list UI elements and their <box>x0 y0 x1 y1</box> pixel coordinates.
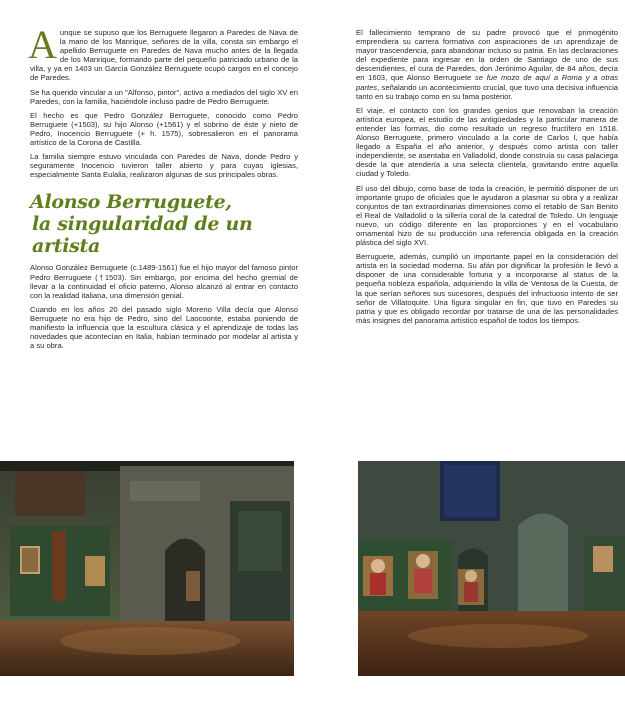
paragraph-alonso-bio: Alonso González Berruguete (c.1489-1561) fue el hijo mayor del famoso pintor Pedro Berruguete (†1503). Sin embargo, por encima del hecho gremial de llevar a la continuidad el oficio paterno, Alonso alcanzó al entrar en contacto con la realidad italiana, una dimensión genial. <box>30 263 298 300</box>
photo-museum-hall-left <box>0 461 294 676</box>
paragraph-social-role: Berruguete, además, cumplió un importante papel en la consideración del artista en la sociedad moderna. Su afán por dignificar la profesión le llevó a disponer de una considerable fortuna y a incorporarse al status de la pequeña nobleza española, adquiriendo la villa de Ventosa de la Cuesta, de la que serían señores sus sucesores, después del infructuoso intento de ser señor de Villatoquite. Una figura singular en fin, que tuvo en Paredes su patria y que es obligado recordar por tratarse de una de las personalidades más insignes del panorama artístico español de todos los tiempos. <box>356 252 618 325</box>
section-title-line-1: Alonso Berruguete, <box>30 191 232 214</box>
museum-hall-illustration-left <box>0 461 294 676</box>
paragraph-early-career-a: El fallecimiento temprano de su padre provocó que el primogénito emprendiera su carrera formativa con aspiraciones de un aprendizaje de mayor trascendencia, para abandonar incluso su patria. En las declaraciones del expediente para ingresar en la orden de Santiago de uno de sus descendientes, el cura de Paredes, don Jerónimo Aguilar, de 84 años, decía en 1603, que Alonso Berruguete <box>356 28 618 83</box>
museum-photos <box>0 461 625 676</box>
section-title-line-2: la singularidad de un artista <box>32 213 253 258</box>
right-column <box>356 28 618 330</box>
paragraph-journey: El viaje, el contacto con los grandes genios que renovaban la creación artística europea, el estudio de las antigüedades y la particular manera de entender las formas, dio como resultado un regreso fructífero en 1518. Alonso Berruguete, primero vinculado a la corte de Carlos I, que había llegado a España el año anterior, y después como artista con taller independiente, se asentaba en Valladolid, donde construía su casa palaciega desde la que atendería a una selecta clientela, gravitando entre aquella ciudad y Toledo. <box>356 105 618 179</box>
paragraph-alfonso: Se ha querido vincular a un "Alfonso, pintor", activo a mediados del siglo XV en Paredes, con la familia, haciéndole incluso padre de Pedro Berruguete. <box>30 87 298 106</box>
left-column <box>28 22 298 355</box>
paragraph-early-career <box>356 28 618 101</box>
paragraph-moreno-villa: Cuando en los años 20 del pasado siglo Moreno Villa decía que Alonso Berruguete no era hijo de Pedro, sino del Laocoonte, estaba poniendo de manifiesto la influencia que la escultura clásica y el aprendizaje de todas las novedades que acontecían en Italia, habían terminado por modelar al artista y a su obra. <box>30 304 298 351</box>
paragraph-intro: unque se supuso que los Berruguete llegaron a Paredes de Nava de la mano de los Manrique, señores de la villa, consta sin embargo el apellido Berruguete en Paredes de Nava mucho antes de la llegada de los Manrique, formando parte del pequeño patriciado urbano de la villa, y ya en 1403 un García González Berruguete ocupó cargos en el concejo de Paredes. <box>30 28 298 83</box>
paragraph-early-career-b: , señalando un acontecimiento crucial, que tuvo una decisiva influencia tanto en su trabajo como en su fama posterior. <box>356 82 618 101</box>
paragraph-paredes: La familia siempre estuvo vinculada con Paredes de Nava, donde Pedro y seguramente Inocencio tuvieron taller abierto y para cuyas iglesias, especialmente Santa Eulalia, realizaron algunas de sus principales obras. <box>30 152 298 180</box>
photo-museum-hall-right <box>358 461 625 676</box>
section-title <box>30 191 298 257</box>
museum-hall-illustration-right <box>358 461 625 676</box>
quote-italic: se fue mozo de aquí a Roma y a otras partes <box>356 73 618 92</box>
paragraph-family: El hecho es que Pedro González Berruguete, conocido como Pedro Berruguete (+1503), su hijo Alonso (+1561) y el sobrino de éste y nieto de Pedro, Inocencio Berruguete (+ h. 1575), sobresalieron en el panorama artístico de la Corona de Castilla. <box>30 110 298 148</box>
intro-paragraph-block <box>28 22 298 83</box>
drop-cap: A <box>28 22 57 67</box>
paragraph-drawing: El uso del dibujo, como base de toda la creación, le permitió disponer de un importante grupo de oficiales que le ayudaron a plasmar su obra y a realizar conjuntos de tan extraordinarias dimensiones como el retablo de San Benito el Real de Valladolid o la sillería coral de la catedral de Toledo. Un lenguaje nuevo, un código diferente en las proporciones y en el vocabulario ornamental hizo de su producción una referencia obligada en la creación plástica del siglo XVI. <box>356 183 618 248</box>
